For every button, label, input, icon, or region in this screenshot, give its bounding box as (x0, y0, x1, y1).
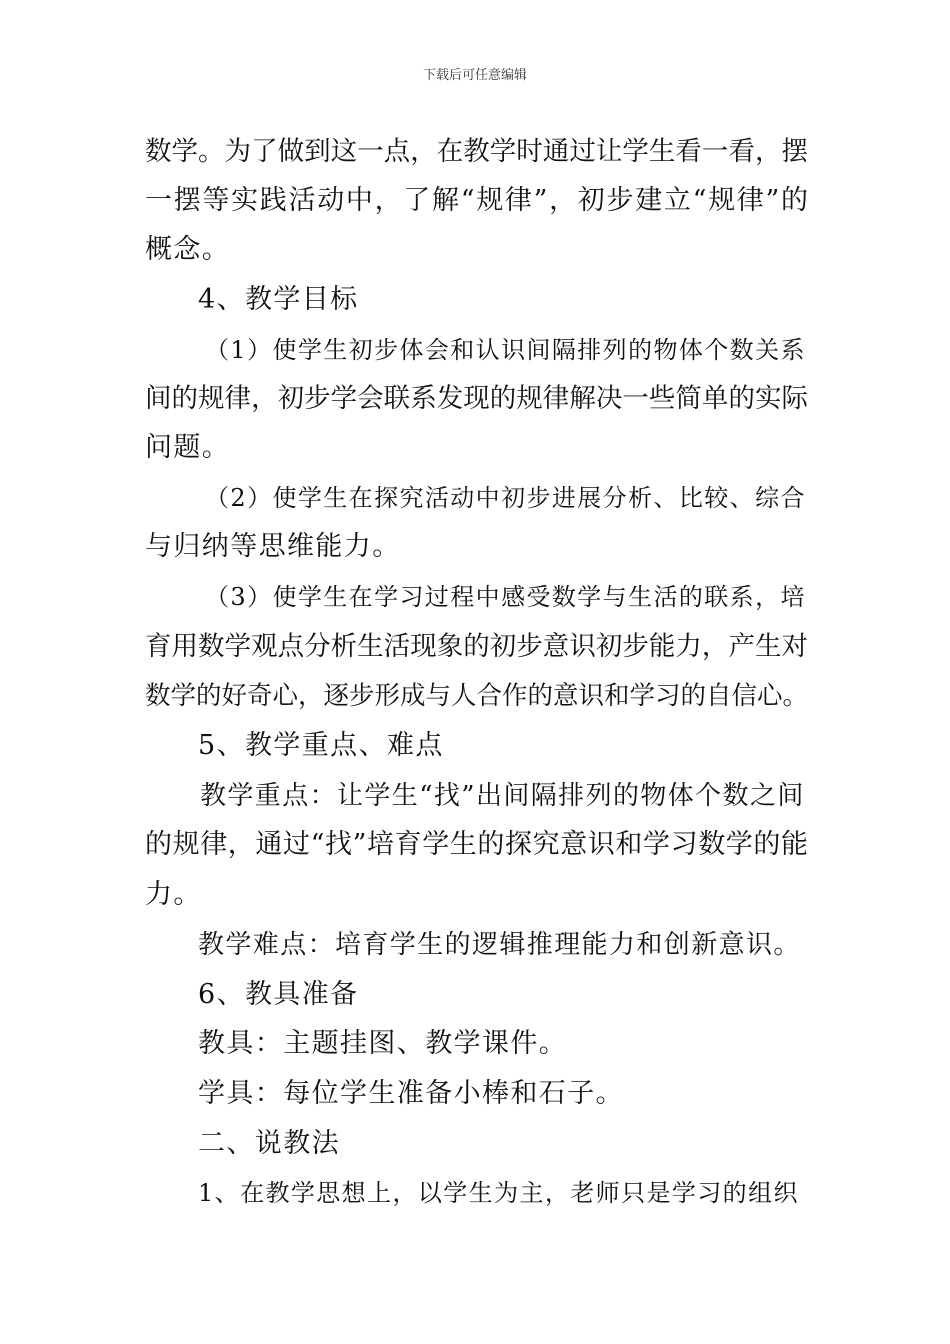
section-heading: 4、教学目标 (198, 284, 359, 315)
text-line: （2）使学生在探究活动中初步进展分析、比较、综合 (205, 484, 806, 512)
text-line: 1、在教学思想上，以学生为主，老师只是学习的组织 (198, 1179, 799, 1207)
text-line: （1）使学生初步体会和认识间隔排列的物体个数关系 (205, 336, 806, 364)
text-line: 概念。 (145, 234, 231, 265)
text-line: 教具：主题挂图、教学课件。 (198, 1028, 568, 1059)
text-line: 一摆等实践活动中，了解“规律”，初步建立“规律”的 (145, 185, 808, 216)
page-header: 下载后可任意编辑 (422, 68, 527, 83)
text-line: 育用数学观点分析生活现象的初步意识初步能力，产生对 (145, 631, 808, 662)
text-line: 的规律，通过“找”培育学生的探究意识和学习数学的能 (145, 829, 808, 860)
section-heading: 5、教学重点、难点 (198, 730, 444, 761)
section-heading: 二、说教法 (198, 1128, 340, 1159)
text-line: （3）使学生在学习过程中感受数学与生活的联系，培 (205, 583, 806, 611)
text-line: 问题。 (145, 432, 231, 463)
text-line: 学具：每位学生准备小棒和石子。 (198, 1078, 624, 1109)
text-line: 教学重点：让学生“找”出间隔排列的物体个数之间 (200, 781, 805, 811)
text-line: 数学的好奇心，逐步形成与人合作的意识和学习的自信心。 (145, 681, 808, 711)
text-line: 数学。为了做到这一点，在教学时通过让学生看一看，摆 (145, 136, 808, 167)
section-heading: 6、教具准备 (198, 979, 359, 1010)
text-line: 力。 (145, 879, 202, 910)
text-line: 间的规律，初步学会联系发现的规律解决一些简单的实际 (145, 383, 808, 414)
text-line: 教学难点：培育学生的逻辑推理能力和创新意识。 (198, 930, 801, 960)
text-line: 与归纳等思维能力。 (145, 531, 401, 562)
